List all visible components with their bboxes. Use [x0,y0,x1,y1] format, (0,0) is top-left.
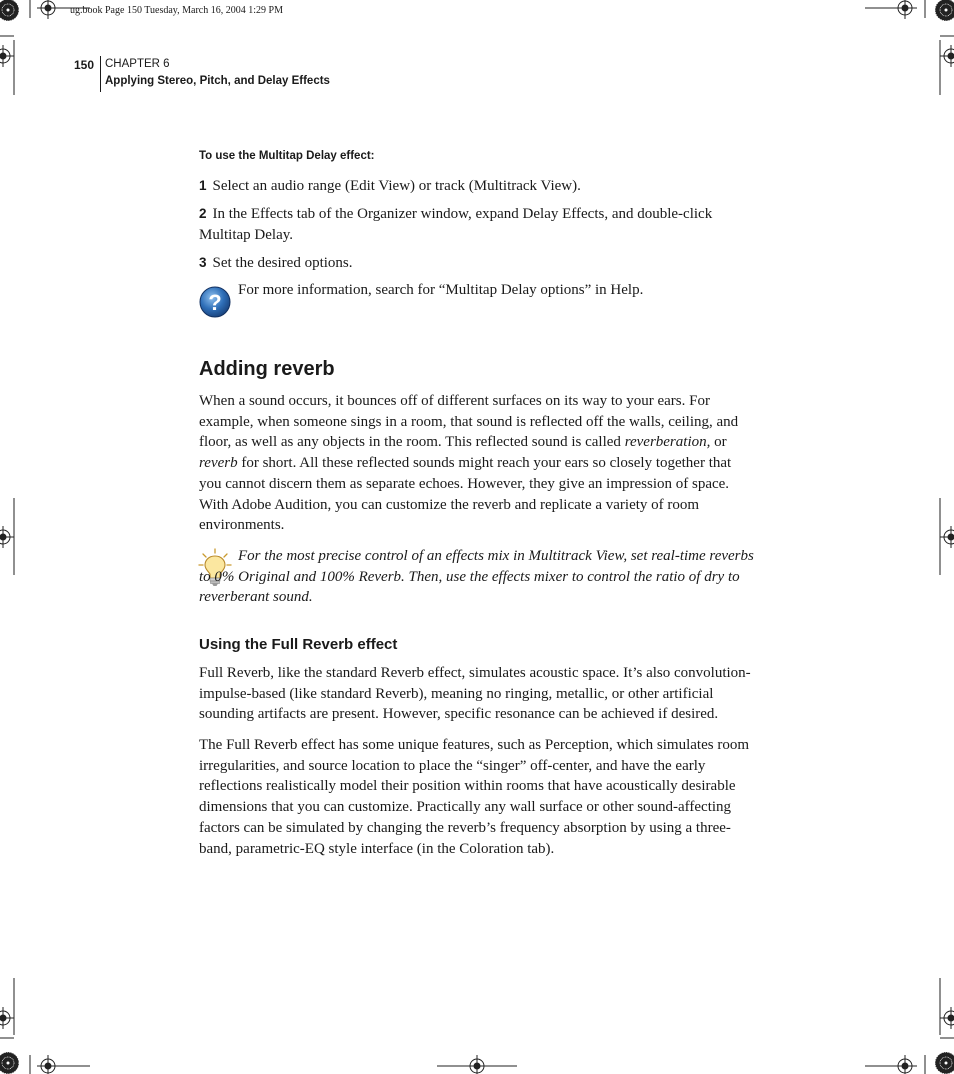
step-number: 3 [199,255,207,270]
subsection-heading: Using the Full Reverb effect [199,636,398,653]
page-number: 150 [74,58,95,72]
tip-text: For the most precise control of an effects mix in Multitrack View, set real-time reverbs to 0% Original and 100% Reverb. Then, use the effects mixer to control the ratio of dry to reverberant sound. [199,548,754,605]
step-number: 2 [199,206,207,221]
step-number: 1 [199,178,207,193]
procedure-step [199,203,757,246]
procedure-step [199,175,757,197]
step-text: In the Effects tab of the Organizer window, expand Delay Effects, and double-click Multitap Delay. [199,206,713,243]
reverb-text-end: for short. All these reflected sounds might reach your ears so closely together that you cannot discern them as separate echoes. However, they give an impression of space. With Adobe Audition, you can customize the reverb and replicate a variety of room environments. [199,455,732,534]
step-text: Set the desired options. [212,255,353,271]
reverb-paragraph [199,391,757,536]
procedure-heading: To use the Multitap Delay effect: [199,150,375,162]
full-reverb-paragraph-1: Full Reverb, like the standard Reverb effect, simulates acoustic space. It’s also convolution-impulse-based (like standard Reverb), meaning no ringing, metallic, or other artificial sounding artifacts are present. However, specific resonance can be achieved if desired. [199,665,751,723]
reverb-text-or: or [710,434,727,451]
step-text: Select an audio range (Edit View) or track (Multitrack View). [212,178,581,194]
running-head-divider [100,56,101,92]
chapter-title: Applying Stereo, Pitch, and Delay Effects [105,75,330,87]
print-slug: ug.book Page 150 Tuesday, March 16, 2004 1:29 PM [70,5,283,16]
term-reverb: reverb [199,455,238,472]
help-note: For more information, search for “Multitap Delay options” in Help. [238,282,644,298]
full-reverb-paragraph-2: The Full Reverb effect has some unique features, such as Perception, which simulates room irregularities, and source location to place the “singer” off-center, and have the early reflections realistically model their position within rooms that have acoustically desirable dimensions that you can customize. Practically any wall surface or other sound-affecting factors can be simulated by changing the reverb’s frequency absorption by using a three-band, parametric-EQ style interface (in the Coloration tab). [199,737,749,857]
reverb-text-start: When a sound occurs, it bounces off of different surfaces on its way to your ears. For example, when someone sings in a room, that sound is reflected off the walls, ceiling, and floor, as well as any objects in the room. This reflected sound is called [199,393,739,451]
section-heading: Adding reverb [199,358,335,380]
chapter-label: CHAPTER 6 [105,58,170,70]
procedure-step [199,252,757,274]
svg-text:?: ? [208,290,222,315]
question-mark-icon [199,285,233,319]
term-reverberation: reverberation, [624,434,711,451]
